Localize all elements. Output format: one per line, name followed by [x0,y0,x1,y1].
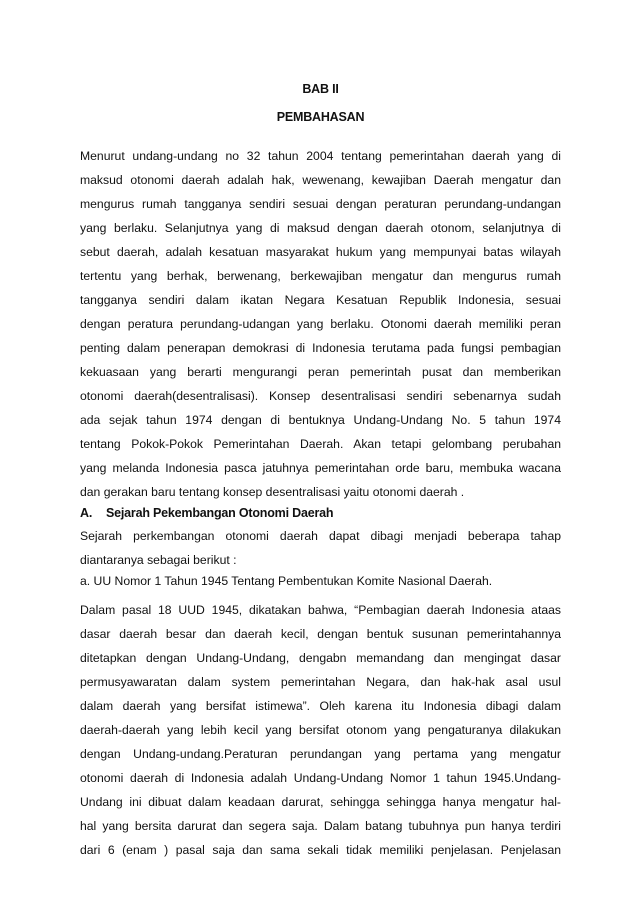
text-line: yang berlaku. Selanjutnya yang di maksud dengan daerah otonom, selanjutnya di [80,221,561,235]
text-line: mengurus rumah tangganya sendiri sesuai dengan peraturan perundang-undangan [80,197,561,211]
section-a-number: A. [80,506,93,520]
text-line: kekuasaan yang berarti mengurangi peran pemerintah pusat dan memberikan [80,365,561,379]
text-line: maksud otonomi daerah adalah hak, wewenang, kewajiban Daerah mengatur dan [80,173,561,187]
text-line: dari 6 (enam ) pasal saja dan sama sekali tidak memiliki penjelasan. Penjelasan [80,843,561,857]
text-line: otonomi daerah di Indonesia adalah Undang-Undang Nomor 1 tahun 1945.Undang- [80,771,561,785]
text-line: dan gerakan baru tentang konsep desentralisasi yaitu otonomi daerah . [80,485,465,499]
text-line: ditetapkan dengan Undang-Undang, dengabn memandang dan mengingat dasar [80,651,561,665]
text-line: dasar daerah besar dan daerah kecil, dengan bentuk susunan pemerintahannya [80,627,561,641]
text-line: dengan Undang-undang.Peraturan perundangan yang pertama yang mengatur [80,747,561,761]
text-line: yang melanda Indonesia pasca jatuhnya pemerintahan orde baru, membuka wacana [80,461,561,475]
text-line: ada sejak tahun 1974 dengan di bentuknya Undang-Undang No. 5 tahun 1974 [80,413,561,427]
text-line: dalam daerah yang bersifat istimewa”. Oleh karena itu Indonesia dibagi dalam [80,699,561,713]
section-a-title: Sejarah Pekembangan Otonomi Daerah [106,506,334,520]
text-line: sebut daerah, adalah kesatuan masyarakat hukum yang mempunyai batas wilayah [80,245,561,259]
text-line: Undang ini dibuat dalam keadaan darurat, sehingga sehingga hanya mengatur hal- [80,795,561,809]
text-line: hal yang bersita darurat dan segera saja. Dalam batang tubuhnya pun hanya terdiri [80,819,561,833]
text-line: diantaranya sebagai berikut : [80,553,237,567]
text-line: tentang Pokok-Pokok Pemerintahan Daerah. Akan tetapi gelombang perubahan [80,437,561,451]
chapter-heading: BAB II [302,82,339,96]
text-line: penting dalam penerapan demokrasi di Indonesia terutama pada fungsi pembagian [80,341,561,355]
list-item-a: a. UU Nomor 1 Tahun 1945 Tentang Pembentukan Komite Nasional Daerah. [80,574,493,588]
text-line: daerah-daerah yang lebih kecil yang bersifat otonom yang pengaturanya dilakukan [80,723,561,737]
chapter-title: PEMBAHASAN [276,110,365,124]
text-line: otonomi daerah(desentralisasi). Konsep desentralisasi sendiri sebenarnya sudah [80,389,561,403]
text-line: Sejarah perkembangan otonomi daerah dapat dibagi menjadi beberapa tahap [80,529,561,543]
text-line: tertentu yang berhak, berwenang, berkewajiban mengatur dan mengurus rumah [80,269,561,283]
text-line: dengan peratura perundang-udangan yang berlaku. Otonomi daerah memiliki peran [80,317,561,331]
text-line: tangganya sendiri dalam ikatan Negara Kesatuan Republik Indonesia, sesuai [80,293,561,307]
text-line: Menurut undang-undang no 32 tahun 2004 tentang pemerintahan daerah yang di [80,149,561,163]
text-line: Dalam pasal 18 UUD 1945, dikatakan bahwa, “Pembagian daerah Indonesia ataas [80,603,561,617]
text-line: permusyawaratan dalam system pemerintahan Negara, dan hak-hak asal usul [80,675,561,689]
section-a-heading [80,506,561,520]
